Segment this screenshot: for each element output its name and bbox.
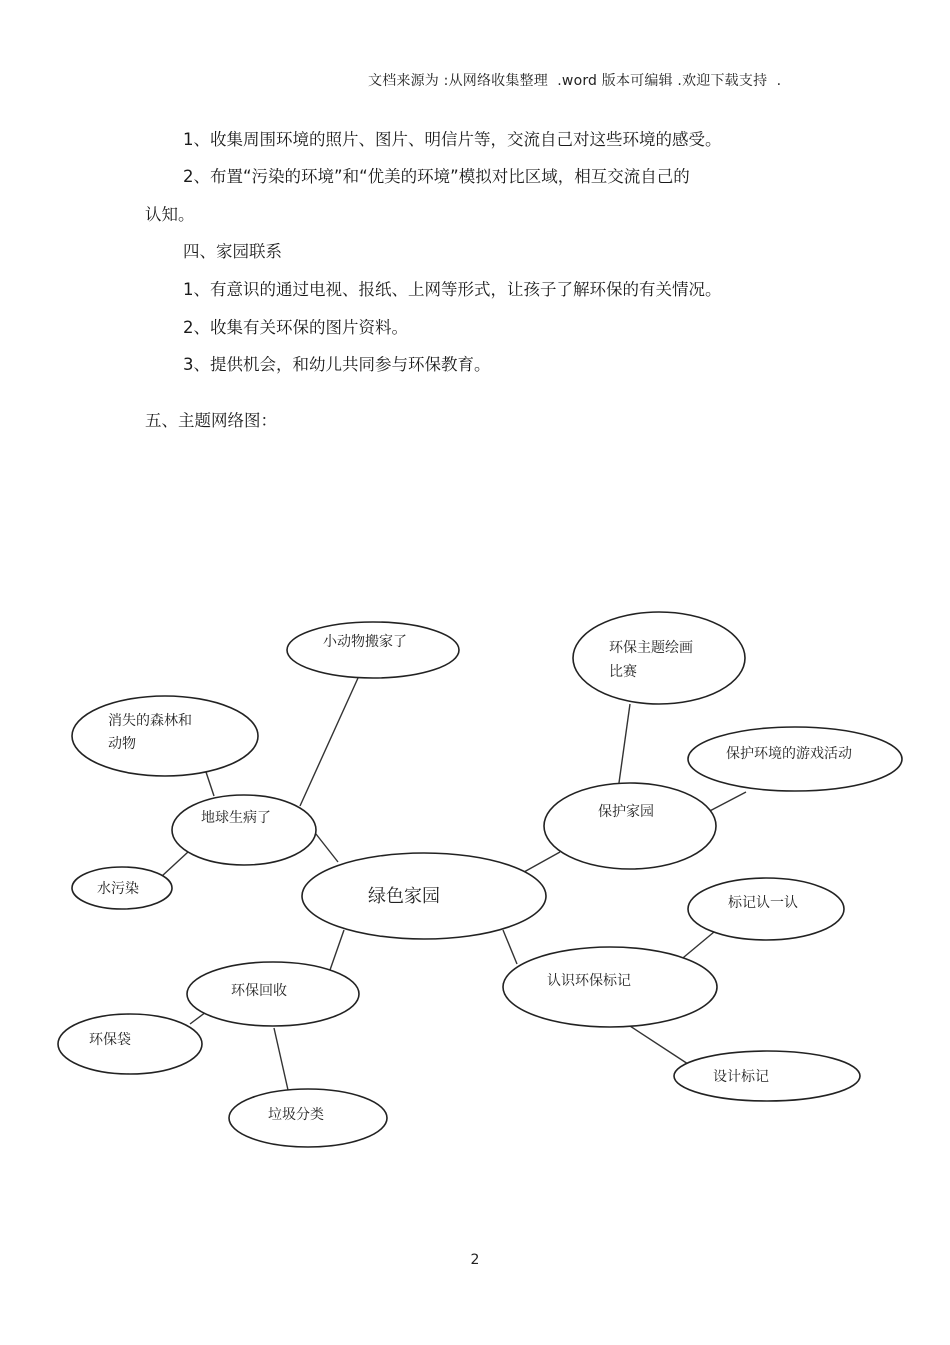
node-small-animals-label: 小动物搬家了 <box>323 634 407 650</box>
edge-center-earth <box>316 834 338 862</box>
node-mark-recognize-label: 标记认一认 <box>728 895 798 911</box>
paragraph-4: 2、收集有关环保的图片资料。 <box>183 318 408 337</box>
paragraph-3: 1、有意识的通过电视、报纸、上网等形式，让孩子了解环保的有关情况。 <box>183 280 722 299</box>
node-art-contest-label-line-1: 环保主题绘画 <box>609 640 693 656</box>
section-5-heading: 五、主题网络图： <box>145 411 277 430</box>
node-water-pollution-label: 水污染 <box>97 881 139 897</box>
node-protect-home <box>544 783 716 869</box>
edge-center-know-marks <box>503 930 517 964</box>
node-recycle <box>187 962 359 1026</box>
edge-earth-water <box>162 852 188 876</box>
edge-center-recycle <box>330 930 344 970</box>
node-garbage-sort <box>229 1089 387 1147</box>
paragraph-2-line-1: 2、布置“污染的环境”和“优美的环境”模拟对比区域，相互交流自己的 <box>183 167 690 186</box>
node-eco-bag-label: 环保袋 <box>89 1032 131 1048</box>
edge-recycle-garbage <box>274 1028 288 1090</box>
node-art-contest-label-line-2: 比赛 <box>609 664 637 680</box>
node-protect-home-label: 保护家园 <box>598 804 654 820</box>
node-earth-sick <box>172 795 316 865</box>
node-protect-activity <box>688 727 902 791</box>
node-forest <box>72 696 258 776</box>
node-center-label: 绿色家园 <box>368 886 440 907</box>
edge-earth-forest <box>206 772 214 796</box>
node-eco-bag <box>58 1014 202 1074</box>
paragraph-1: 1、收集周围环境的照片、图片、明信片等，交流自己对这些环境的感受。 <box>183 130 722 149</box>
node-small-animals <box>287 622 459 678</box>
page-number: 2 <box>470 1252 480 1268</box>
edge-protect-home-art <box>618 704 630 790</box>
edge-know-marks-design <box>630 1026 688 1064</box>
section-4-heading: 四、家园联系 <box>183 242 282 261</box>
paragraph-5: 3、提供机会，和幼儿共同参与环保教育。 <box>183 355 491 374</box>
node-know-marks <box>503 947 717 1027</box>
node-garbage-sort-label: 垃圾分类 <box>268 1107 324 1123</box>
node-center <box>302 853 546 939</box>
node-forest-label-line-1: 消失的森林和 <box>108 713 192 729</box>
node-forest-label-line-2: 动物 <box>108 736 136 752</box>
node-mark-recognize <box>688 878 844 940</box>
node-design-marks-label: 设计标记 <box>713 1069 769 1085</box>
node-art-contest <box>573 612 745 704</box>
node-recycle-label: 环保回收 <box>231 983 287 999</box>
edge-center-protect-home <box>524 852 560 872</box>
node-water-pollution <box>72 867 172 909</box>
header-note: 文档来源为 :从网络收集整理 .word 版本可编辑 .欢迎下载支持 . <box>368 73 782 89</box>
node-protect-activity-label: 保护环境的游戏活动 <box>726 746 852 762</box>
node-know-marks-label: 认识环保标记 <box>547 973 631 989</box>
edge-earth-small-animals <box>300 678 358 806</box>
node-design-marks <box>674 1051 860 1101</box>
paragraph-2-line-2: 认知。 <box>145 205 195 224</box>
node-earth-sick-label: 地球生病了 <box>201 810 271 826</box>
